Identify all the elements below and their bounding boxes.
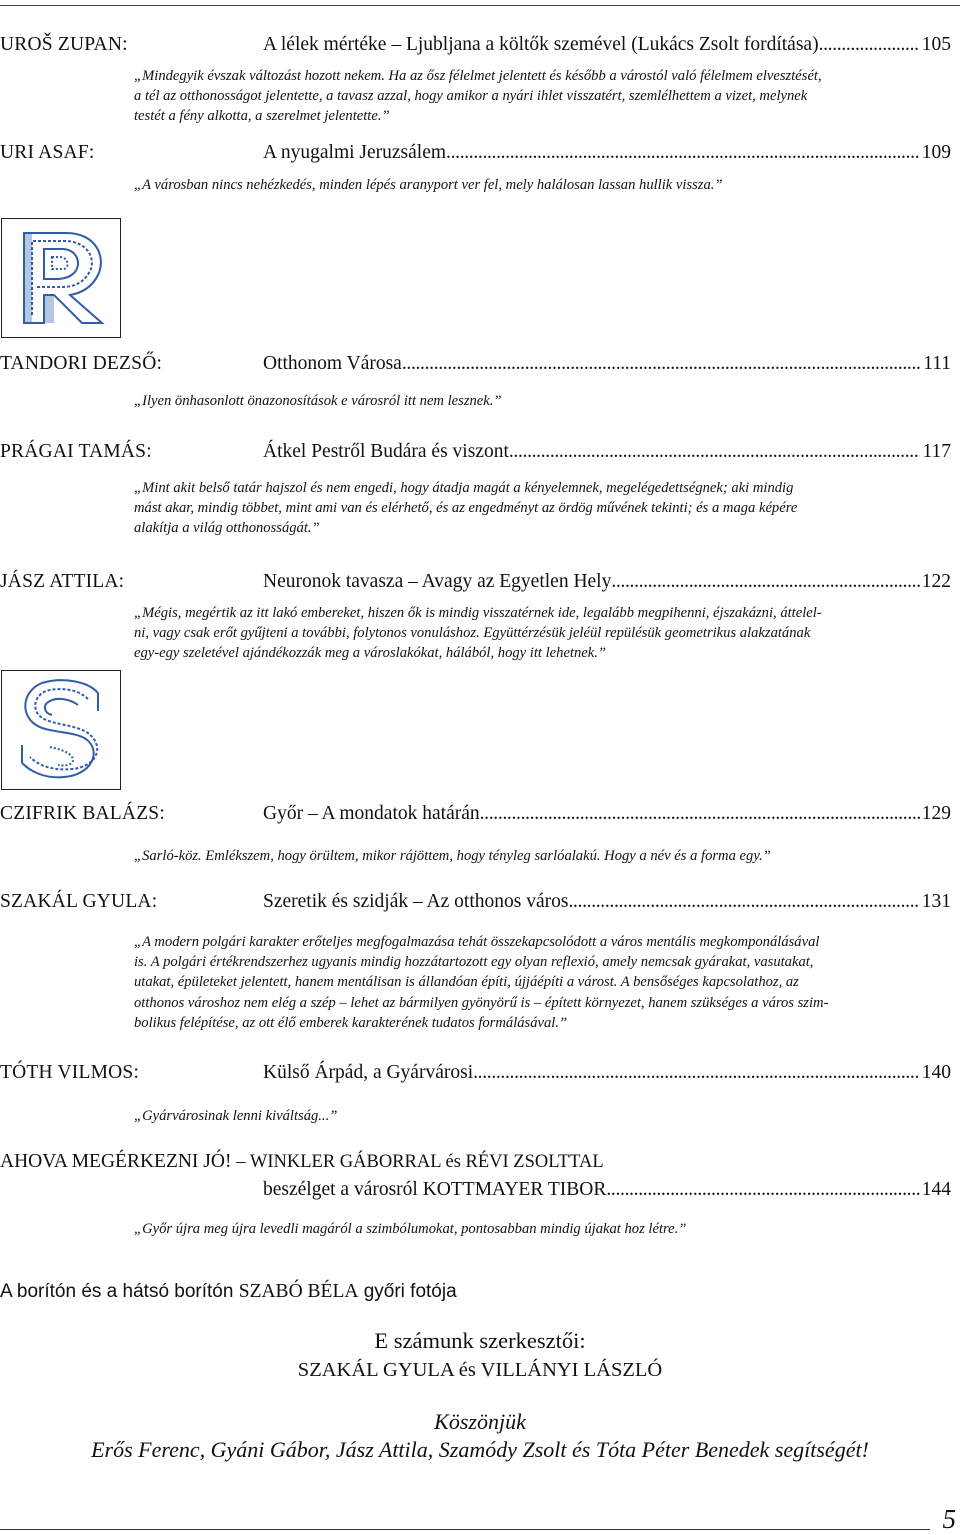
toc-entry[interactable] [0, 1179, 951, 1207]
entry-quote [134, 175, 894, 195]
toc-entry[interactable] [0, 1062, 951, 1090]
leader-dots [568, 891, 919, 913]
entry-title: Neuronok tavasza – Avagy az Egyetlen Hely [263, 571, 612, 592]
quote-line: egy-egy szeletével ajándékozzák meg a városlakókat, hálából, hogy itt lehetnek.” [134, 645, 606, 662]
toc-entry[interactable] [0, 891, 951, 919]
entry-title: Otthonom Városa [263, 353, 402, 374]
leader-dots [819, 34, 920, 56]
entry-quote [134, 932, 904, 1033]
quote-line: „A városban nincs nehézkedés, minden lépés aranyport ver fel, mely halálosan lassan hullik vissza.” [134, 177, 723, 193]
page-number: 5 [942, 1504, 956, 1534]
entry-title-line [263, 803, 951, 825]
entry-title-line [263, 891, 951, 913]
entry-page: 117 [922, 441, 951, 462]
leader-dots [509, 441, 921, 463]
entry-title: Szeretik és szidják – Az otthonos város [263, 891, 569, 912]
toc-entry[interactable] [0, 803, 951, 831]
quote-line: „Gyárvárosinak lenni kiváltság...” [134, 1108, 338, 1124]
leader-dots [473, 1062, 920, 1084]
toc-entry[interactable] [0, 441, 951, 469]
entry-quote [134, 478, 904, 539]
entry-title: Győr – A mondatok határán [263, 803, 480, 824]
bottom-rule [0, 1529, 930, 1530]
entry-title: Átkel Pestről Budára és viszont [263, 441, 509, 462]
entry-title-line [263, 353, 951, 375]
entry-page: 144 [921, 1179, 951, 1200]
quote-line: bolikus felépítése, az ott élő emberek karakterének tudatos formálásával.” [134, 1014, 568, 1031]
entry-page: 129 [921, 803, 951, 824]
quote-line: testét a fény alkotta, a szerelmet jelentette.” [134, 108, 390, 125]
editors-names: SZAKÁL GYULA és VILLÁNYI LÁSZLÓ [297, 1359, 663, 1381]
entry-title-line [263, 1062, 951, 1084]
entry-quote [134, 66, 904, 127]
leader-dots [402, 353, 921, 375]
cover-credit [0, 1281, 457, 1303]
entry-title-line [263, 142, 951, 164]
entry-title-line [263, 1179, 951, 1201]
entry-author: UROŠ ZUPAN: [0, 34, 128, 55]
toc-entry[interactable] [0, 353, 951, 381]
quote-line: a tél az otthonosságot jelentette, a tavasz azzal, hogy amikor a nyári ihlet visszatért, szemlélhettem a vizet, melynek [134, 88, 808, 105]
entry-author: URI ASAF: [0, 142, 95, 163]
quote-line: „Mégis, megértik az itt lakó embereket, hiszen ők is mindig visszatérnek ide, legalább megpihenni, éjszakázni, áttelel- [134, 605, 822, 621]
entry-author: SZAKÁL GYULA: [0, 891, 158, 912]
leader-dots [446, 142, 920, 164]
entry-title-line [263, 571, 951, 593]
quote-line: „Sarló-köz. Emlékszem, hogy örültem, mikor rájöttem, hogy tényleg sarlóalakú. Hogy a név és a forma egy.” [134, 848, 771, 864]
thanks-line: Erős Ferenc, Gyáni Gábor, Jász Attila, Szamódy Zsolt és Tóta Péter Benedek segítségét! [91, 1437, 869, 1462]
quote-line: utakat, épületeket jelentett, hanem mentálisan is állandóan építi, újjáépíti a várost. A bensőséges kapcsolathoz, az [134, 974, 799, 991]
entry-quote [134, 391, 894, 411]
entry-title: Külső Árpád, a Gyárvárosi [263, 1062, 474, 1083]
quote-line: „A modern polgári karakter erőteljes megfogalmazása tehát összekapcsolódott a város mentális megkomponálásával [134, 934, 820, 950]
entry-author: CZIFRIK BALÁZS: [0, 803, 165, 824]
quote-line: otthonos városhoz nem elég a szép – lehet az bármilyen gyönyörű is – épített környezet, hanem szükséges a város szim- [134, 994, 829, 1011]
interview-heading-line [0, 1151, 604, 1173]
quote-line: ni, vagy csak erőt gyűjteni a további, folytonos vonuláshoz. Együttérzésük jeléül repülésük geometrikus alakzatának [134, 625, 811, 642]
editors-heading: E számunk szerkesztői: [374, 1328, 586, 1353]
credit-prefix: A borítón és a hátsó borítón [0, 1281, 234, 1302]
entry-author: TÓTH VILMOS: [0, 1062, 140, 1083]
entry-title-line [263, 34, 951, 56]
quote-line: alakítja a világ otthonosságát.” [134, 520, 320, 537]
entry-page: 122 [921, 571, 951, 592]
top-rule [0, 5, 960, 6]
entry-quote [134, 846, 904, 866]
entry-quote [134, 1219, 894, 1239]
leader-dots [480, 803, 920, 825]
quote-line: „Győr újra meg újra levedli magáról a szimbólumokat, pontosabban mindig újakat hoz létre.” [134, 1221, 687, 1237]
entry-author: TANDORI DEZSŐ: [0, 353, 163, 374]
entry-page: 111 [923, 353, 951, 374]
entry-title: A nyugalmi Jeruzsálem [263, 142, 447, 163]
toc-entry[interactable] [0, 571, 951, 599]
entry-page: 105 [921, 34, 951, 55]
toc-entry[interactable] [0, 142, 951, 170]
entry-page: 140 [921, 1062, 951, 1083]
leader-dots [611, 571, 919, 593]
entry-title: beszélget a városról KOTTMAYER TIBOR [263, 1179, 607, 1200]
photographer-name: SZABÓ BÉLA [238, 1281, 359, 1302]
entry-author: PRÁGAI TAMÁS: [0, 441, 152, 462]
entry-title-line [263, 441, 951, 463]
credit-suffix: győri fotója [363, 1281, 457, 1302]
entry-quote [134, 603, 904, 664]
interview-participants: – WINKLER GÁBORRAL és RÉVI ZSOLTTAL [236, 1152, 604, 1172]
entry-title: A lélek mértéke – Ljubljana a költők szemével (Lukács Zsolt fordítása) [263, 34, 819, 55]
thanks-heading: Köszönjük [434, 1409, 526, 1434]
entry-quote [134, 1106, 894, 1126]
quote-line: „Mindegyik évszak változást hozott nekem. Ha az ősz félelmet jelentett és később a várostól való félelmem elvesztését, [134, 68, 822, 84]
letter-s-logo-icon [1, 670, 121, 790]
letter-r-logo-icon [1, 218, 121, 338]
interview-heading: AHOVA MEGÉRKEZNI JÓ! [0, 1151, 232, 1172]
entry-page: 131 [921, 891, 951, 912]
quote-line: is. A polgári értékrendszerhez ugyanis mindig hozzátartozott egy olyan reflexió, amely nemcsak gyárakat, vasutakat, [134, 954, 814, 971]
quote-line: „Mint akit belső tatár hajszol és nem engedi, hogy átadja magát a kényelemnek, megelégedettségnek; aki mindig [134, 480, 794, 496]
leader-dots [606, 1179, 919, 1201]
quote-line: „Ilyen önhasonlott önazonosítások e városról itt nem lesznek.” [134, 393, 502, 409]
quote-line: mást akar, mindig többet, mint ami van és elérhető, és az engedményt az ördög művének tekinti; és a maga képére [134, 500, 798, 517]
entry-page: 109 [921, 142, 951, 163]
toc-entry[interactable] [0, 34, 951, 62]
entry-author: JÁSZ ATTILA: [0, 571, 125, 592]
